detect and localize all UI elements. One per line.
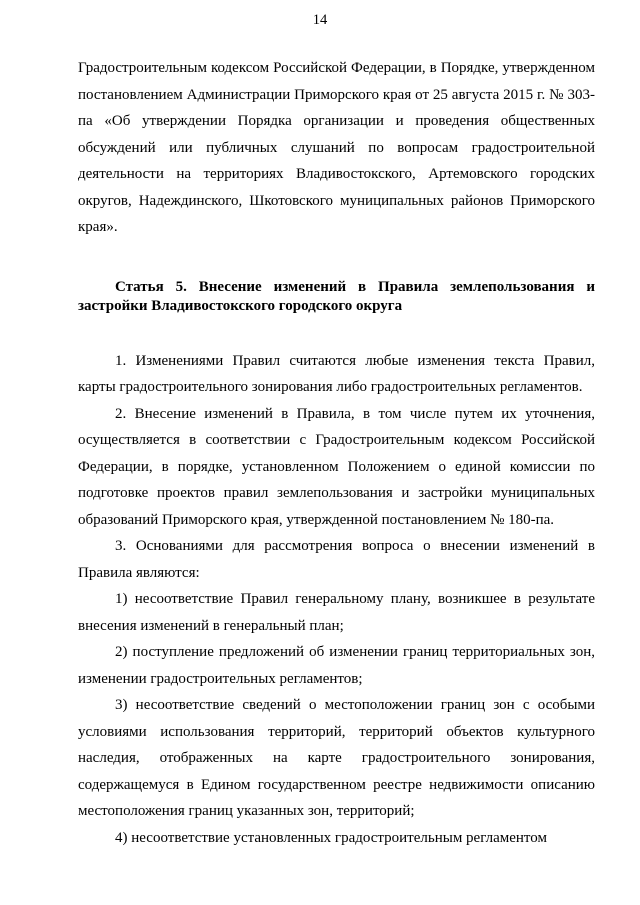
page-number: 14: [312, 12, 328, 28]
subitem-4: 4) несоответствие установленных градостроительным регламентом: [115, 829, 547, 846]
subitem-1: 1) несоответствие Правил генеральному плану, возникшее в результате внесения изменений в генеральный план;: [78, 591, 595, 634]
document-body: [78, 55, 595, 851]
section-spacer: [78, 241, 595, 278]
paragraph-item-2: 2. Внесение изменений в Правила, в том числе путем их уточнения, осуществляется в соответствии с Градостроительным кодексом Российской Федерации, в порядке, установленном Положением о единой комиссии по подготовке проектов правил землепользования и застройки муниципальных образований Приморского края, утвержденной постановлением № 180-па.: [78, 405, 595, 528]
article-heading: Статья 5. Внесение изменений в Правила землепользования и застройки Владивостокского городского округа: [78, 278, 595, 314]
paragraph-item-1: 1. Изменениями Правил считаются любые изменения текста Правил, карты градостроительного зонирования либо градостроительных регламентов.: [78, 352, 595, 395]
paragraph-continuation: Градостроительным кодексом Российской Федерации, в Порядке, утвержденном постановлением Администрации Приморского края от 25 августа 2015 г. № 303-па «Об утверждении Порядка организации и проведения общественных обсуждений или публичных слушаний по вопросам градостроительной деятельности на территориях Владивостокского, Артемовского городских округов, Надеждинского, Шкотовского муниципальных районов Приморского края».: [78, 60, 595, 235]
subitem-2: 2) поступление предложений об изменении границ территориальных зон, изменении градостроительных регламентов;: [78, 644, 595, 687]
section-spacer: [78, 316, 595, 348]
subitem-3: 3) несоответствие сведений о местоположении границ зон с особыми условиями использования территорий, территорий объектов культурного наследия, отображенных на карте градостроительного зонирования, содержащемуся в Едином государственном реестре недвижимости описанию местоположения границ указанных зон, территорий;: [78, 697, 595, 819]
paragraph-item-3: 3. Основаниями для рассмотрения вопроса о внесении изменений в Правила являются:: [78, 538, 595, 581]
